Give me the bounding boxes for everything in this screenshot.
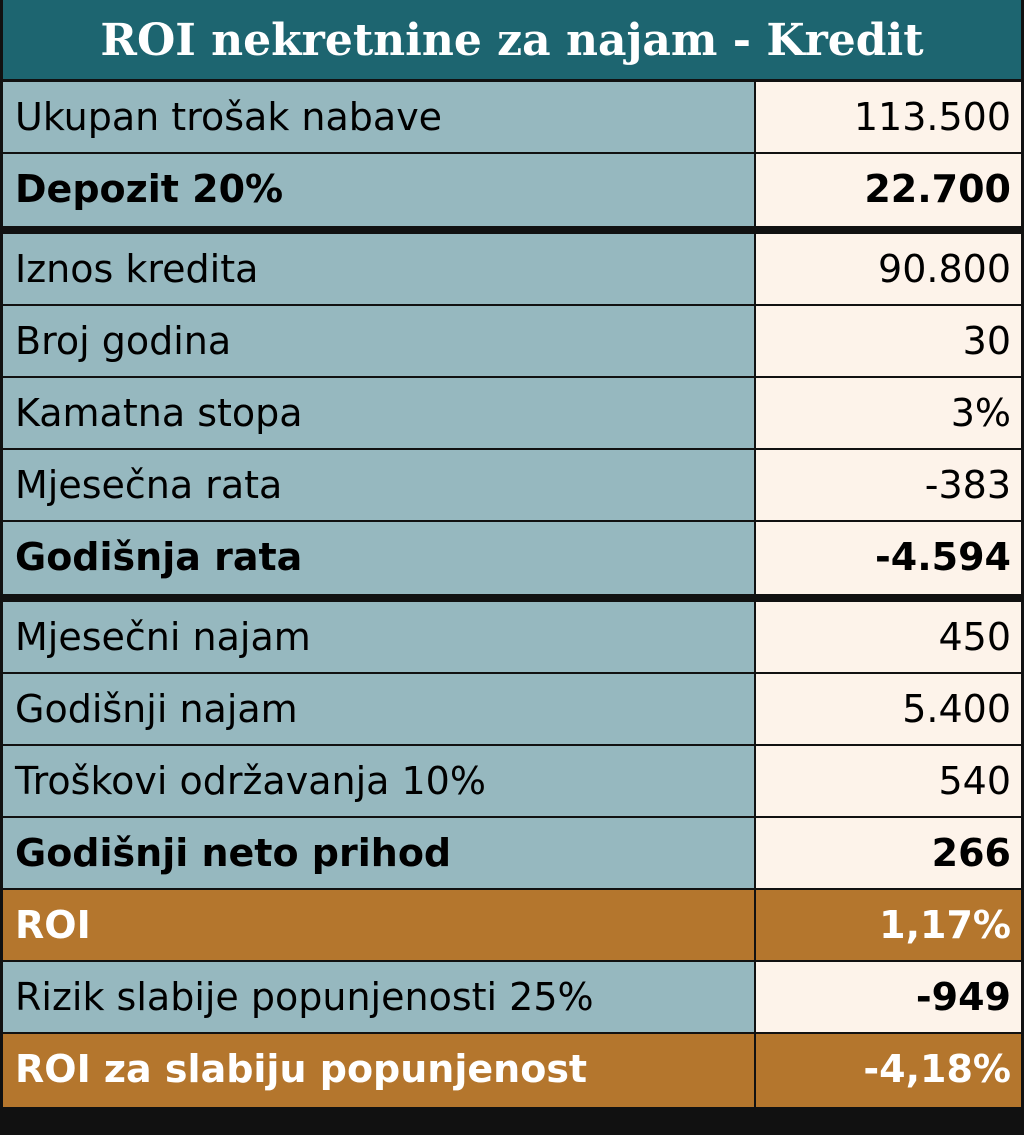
row-label: Godišnji neto prihod [3,818,756,888]
row-label: Broj godina [3,306,756,376]
row-value: 22.700 [756,154,1021,226]
row-label: Rizik slabije popunjenosti 25% [3,962,756,1032]
row-value: 3% [756,378,1021,448]
row-label: Mjesečni najam [3,602,756,672]
row-value: 266 [756,818,1021,888]
row-value: 5.400 [756,674,1021,744]
row-neto-prihod [3,818,1021,890]
row-label: Kamatna stopa [3,378,756,448]
row-godisnja-rata [3,522,1021,602]
row-value: -4,18% [756,1034,1021,1107]
row-roi-slabija-popunjenost [3,1034,1021,1107]
row-mjesecna-rata [3,450,1021,522]
row-value: 1,17% [756,890,1021,960]
row-label: Ukupan trošak nabave [3,82,756,152]
row-godisnji-najam [3,674,1021,746]
row-roi [3,890,1021,962]
row-label: Depozit 20% [3,154,756,226]
row-kamatna-stopa [3,378,1021,450]
row-label: Godišnja rata [3,522,756,594]
row-mjesecni-najam [3,602,1021,674]
row-iznos-kredita [3,234,1021,306]
row-label: Troškovi održavanja 10% [3,746,756,816]
row-broj-godina [3,306,1021,378]
row-value: -383 [756,450,1021,520]
row-value: -949 [756,962,1021,1032]
row-label: Godišnji najam [3,674,756,744]
row-depozit [3,154,1021,234]
row-troskovi-odrzavanja [3,746,1021,818]
row-value: -4.594 [756,522,1021,594]
row-value: 540 [756,746,1021,816]
row-label: ROI [3,890,756,960]
row-value: 90.800 [756,234,1021,304]
row-label: Mjesečna rata [3,450,756,520]
row-value: 450 [756,602,1021,672]
row-ukupan-trosak [3,82,1021,154]
row-value: 30 [756,306,1021,376]
row-label: Iznos kredita [3,234,756,304]
table-title: ROI nekretnine za najam - Kredit [3,0,1021,82]
row-value: 113.500 [756,82,1021,152]
row-rizik [3,962,1021,1034]
row-label: ROI za slabiju popunjenost [3,1034,756,1107]
